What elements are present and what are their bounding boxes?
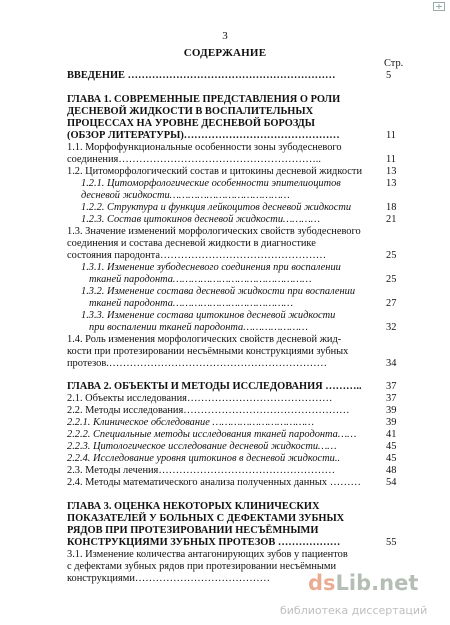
toc-entry: 2.4. Методы математического анализа полученных данных ……… — [67, 477, 361, 488]
toc-entry: РЯДОВ ПРИ ПРОТЕЗИРОВАНИИ НЕСЪЁМНЫМИ — [67, 525, 319, 536]
toc-entry: 2.2.3. Цитологическое исследование десневой жидкости…… — [67, 441, 337, 452]
toc-page-number: 45 — [386, 453, 397, 464]
toc-entry: 1.1. Морфофункциональные особенности зоны зубодесневого — [67, 142, 342, 153]
toc-page-number: 13 — [386, 166, 397, 177]
toc-page-number: 27 — [386, 298, 397, 309]
toc-page-number: 11 — [386, 154, 397, 165]
toc-entry: тканей пародонта………………………………… — [89, 298, 294, 309]
toc-entry: состояния пародонта………………………………………… — [67, 250, 327, 261]
toc-entry: 1.4. Роль изменения морфологических свойств десневой жид- — [67, 334, 342, 345]
toc-entry: десневой жидкости………………………………… — [81, 190, 290, 201]
toc-entry: протезов.……………………………………………………… — [67, 358, 328, 369]
toc-entry: ГЛАВА 2. ОБЪЕКТЫ И МЕТОДЫ ИССЛЕДОВАНИЯ ……….. — [67, 381, 362, 392]
toc-entry: 1.3.1. Изменение зубодесневого соединения при воспалении — [81, 262, 341, 273]
toc-entry: 2.2. Методы исследования………………………………………… — [67, 405, 350, 416]
toc-entry: 3.1. Изменение количества антагонирующих зубов у пациентов — [67, 549, 348, 560]
page-number: 3 — [222, 30, 228, 42]
toc-page-number: 45 — [386, 441, 397, 452]
toc-entry: 1.2.3. Состав цитокинов десневой жидкости………… — [81, 214, 320, 225]
toc-page-number: 48 — [386, 465, 397, 476]
toc-entry: 1.3.2. Изменение состава десневой жидкости при воспалении — [81, 286, 356, 297]
toc-entry: ГЛАВА 1. СОВРЕМЕННЫЕ ПРЕДСТАВЛЕНИЯ О РОЛИ — [67, 94, 341, 105]
toc-page-number: 18 — [386, 202, 397, 213]
watermark — [280, 571, 450, 625]
watermark-logo: dsLib.net — [308, 571, 419, 595]
toc-entry: ДЕСНЕВОЙ ЖИДКОСТИ В ВОСПАЛИТЕЛЬНЫХ — [67, 106, 314, 117]
toc-page-number: 25 — [386, 250, 397, 261]
toc-page-number: 39 — [386, 417, 397, 428]
toc-entry: 2.1. Объекты исследования…………………………………… — [67, 393, 333, 404]
page-title: СОДЕРЖАНИЕ — [183, 47, 267, 59]
toc-entry: 1.2. Цитоморфологический состав и цитокины десневой жидкости — [67, 166, 363, 177]
toc-page-number: 55 — [386, 537, 397, 548]
watermark-subtitle: библиотека диссертаций — [280, 604, 428, 617]
toc-page-number: 11 — [386, 130, 397, 141]
toc-page-number: 21 — [386, 214, 397, 225]
toc-page-number: 37 — [386, 393, 397, 404]
toc-page-number: 39 — [386, 405, 397, 416]
toc-entry: соединения и состава десневой жидкости в диагностике — [67, 238, 316, 249]
toc-entry: ПРОЦЕССАХ НА УРОВНЕ ДЕСНЕВОЙ БОРОЗДЫ — [67, 118, 316, 129]
toc-entry: ПОКАЗАТЕЛЕЙ У БОЛЬНЫХ С ДЕФЕКТАМИ ЗУБНЫХ — [67, 513, 345, 524]
toc-page-number: 13 — [386, 178, 397, 189]
toc-entry: 1.3. Значение изменений морфологических свойств зубодесневого — [67, 226, 361, 237]
toc-page-number: 5 — [386, 70, 392, 81]
toc-page-number: 41 — [386, 429, 397, 440]
toc-page-number: 25 — [386, 274, 397, 285]
toc-entry: с дефектами зубных рядов при протезировании несъёмными — [67, 561, 337, 572]
toc-entry: 1.3.3. Изменение состава цитокинов десневой жидкости — [81, 310, 336, 321]
toc-entry: 2.2.4. Исследование уровня цитокинов в десневой жидкости.. — [67, 453, 341, 464]
toc-page-number: 37 — [386, 381, 397, 392]
toc-entry: 2.2.1. Клиническое обследование …………………………… — [67, 417, 315, 428]
toc-entry: (ОБЗОР ЛИТЕРАТУРЫ)……………………………………… — [67, 130, 340, 141]
toc-entry: конструкциями………………………………… — [67, 573, 270, 584]
toc-entry: 1.2.1. Цитоморфологические особенности эпителиоцитов — [81, 178, 341, 189]
toc-entry: 2.3. Методы лечения…………………………………………… — [67, 465, 335, 476]
toc-entry: кости при протезировании несъёмными конструкциями зубных — [67, 346, 349, 357]
toc-entry: 2.2.2. Специальные методы исследования тканей пародонта…… — [67, 429, 357, 440]
toc-entry: тканей пародонта……………………………………… — [89, 274, 312, 285]
toc-entry: соединения………………………………………………….. — [67, 154, 321, 165]
toc-page-number: 32 — [386, 322, 397, 333]
toc-entry: ГЛАВА 3. ОЦЕНКА НЕКОТОРЫХ КЛИНИЧЕСКИХ — [67, 501, 320, 512]
toc-entry: ВВЕДЕНИЕ …………………………………………………… — [67, 70, 336, 81]
toc-entry: КОНСТРУКЦИЯМИ ЗУБНЫХ ПРОТЕЗОВ ……………… — [67, 537, 341, 548]
toc-entry: 1.2.2. Структура и функция лейкоцитов десневой жидкости — [81, 202, 352, 213]
toc-entry: при воспалении тканей пародонта………………… — [89, 322, 308, 333]
toc-page-number: 34 — [386, 358, 397, 369]
zoom-icon[interactable] — [433, 2, 445, 11]
toc-page-number: 54 — [386, 477, 397, 488]
page-column-header: Стр. — [384, 58, 404, 69]
